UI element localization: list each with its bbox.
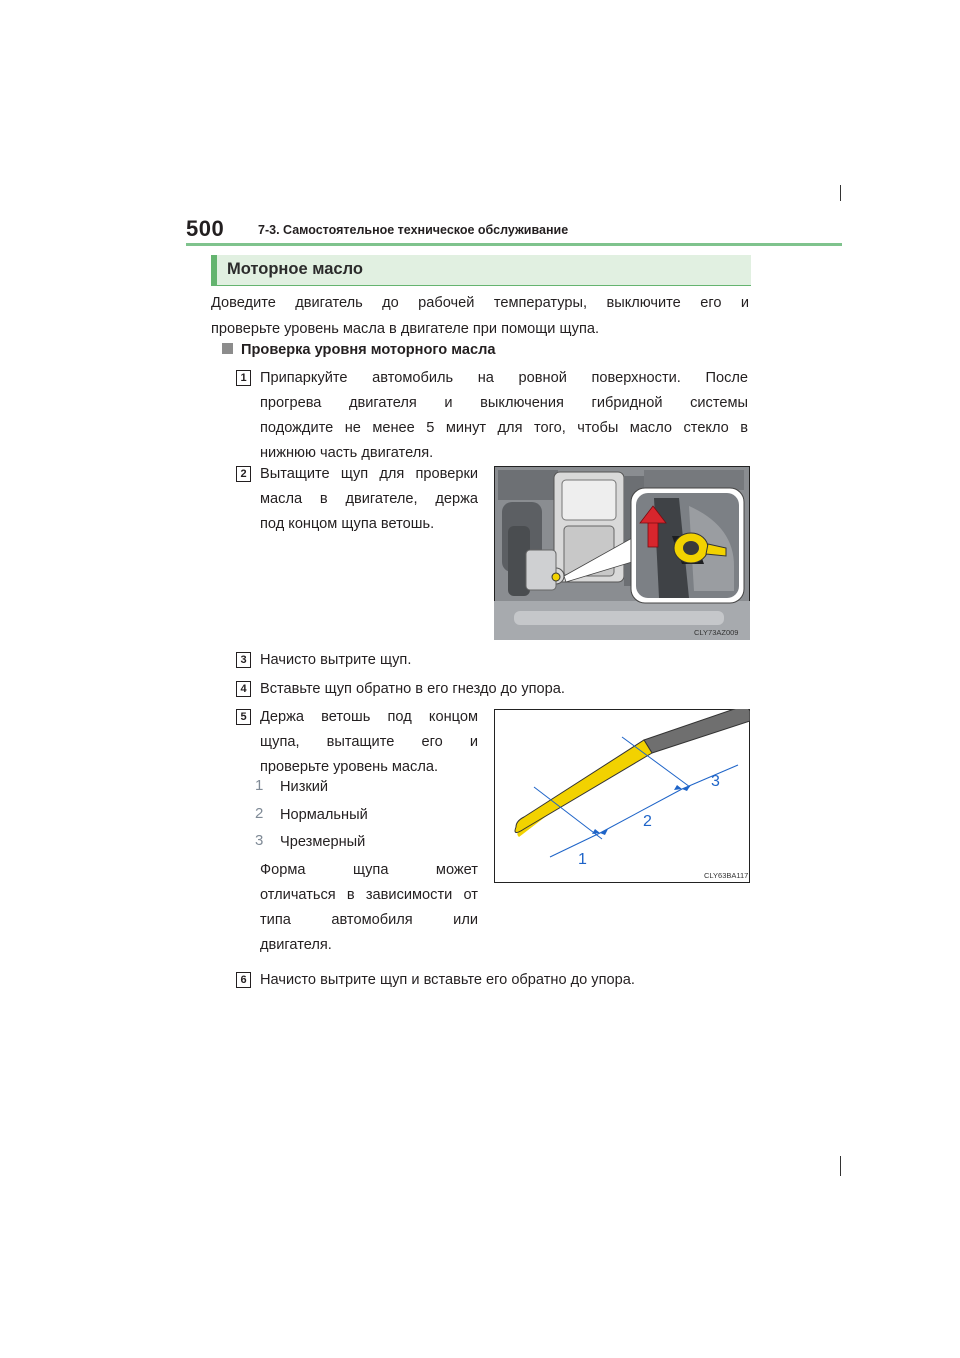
step-1-line-1: Припаркуйте автомобиль на ровной поверхности. После [260,370,748,386]
step-5-line-3: проверьте уровень масла. [260,759,439,775]
callout-3: 3 [711,773,720,790]
step-2-line-2: масла в двигателе, держа [260,491,478,507]
section-underline [211,285,751,286]
note-line-3: типа автомобиля или [260,912,478,928]
step-6-line-1: Начисто вытрите щуп и вставьте его обратно до упора. [260,972,635,988]
section-title: Моторное масло [227,260,363,278]
dipstick-figure-code: CLY63BA117 [704,871,749,880]
step-2-line-3: под концом щупа ветошь. [260,516,435,532]
chapter-title: 7-3. Самостоятельное техническое обслуживание [258,223,569,237]
step-number-1: 1 [236,370,251,386]
legend-number-3: 3 [255,832,264,849]
dipstick-illustration [494,709,750,883]
intro-line-2: проверьте уровень масла в двигателе при помощи щупа. [211,321,600,337]
step-number-2: 2 [236,466,251,482]
callout-2: 2 [643,813,652,830]
callout-1: 1 [578,851,587,868]
intro-line-1: Доведите двигатель до рабочей температуры, выключите его и [211,295,749,311]
section-accent [211,255,217,286]
note-line-4: двигателя. [260,937,332,953]
engine-figure-code: CLY73AZ009 [694,628,739,637]
page-number: 500 [186,216,225,241]
step-1-line-2: прогрева двигателя и выключения гибридной системы [260,395,748,411]
crop-mark-top [840,185,841,201]
legend-label-excessive: Чрезмерный [280,834,366,850]
header-rule [186,243,842,246]
step-4-line-1: Вставьте щуп обратно в его гнездо до упора. [260,681,565,697]
step-number-4: 4 [236,681,251,697]
step-5-line-2: щупа, вытащите его и [260,734,478,750]
step-3-line-1: Начисто вытрите щуп. [260,652,412,668]
step-1-line-4: нижнюю часть двигателя. [260,445,434,461]
step-2-line-1: Вытащите щуп для проверки [260,466,478,482]
legend-label-normal: Нормальный [280,807,368,823]
legend-number-2: 2 [255,805,264,822]
square-bullet-icon [222,343,233,354]
step-number-5: 5 [236,709,251,725]
note-line-2: отличаться в зависимости от [260,887,478,903]
dipstick-drawing [494,709,750,883]
step-1-line-3: подождите не менее 5 минут для того, чтобы масло стекло в [260,420,748,436]
engine-bay-illustration [494,466,750,640]
note-line-1: Форма щупа может [260,862,478,878]
step-number-3: 3 [236,652,251,668]
subheading [222,342,495,358]
step-number-6: 6 [236,972,251,988]
subheading-text: Проверка уровня моторного масла [241,342,496,358]
engine-bay-drawing [494,466,750,640]
legend-number-1: 1 [255,777,264,794]
crop-mark-bottom [840,1156,841,1176]
step-5-line-1: Держа ветошь под концом [260,709,478,725]
legend-label-low: Низкий [280,779,329,795]
section-title-bar [211,255,751,286]
